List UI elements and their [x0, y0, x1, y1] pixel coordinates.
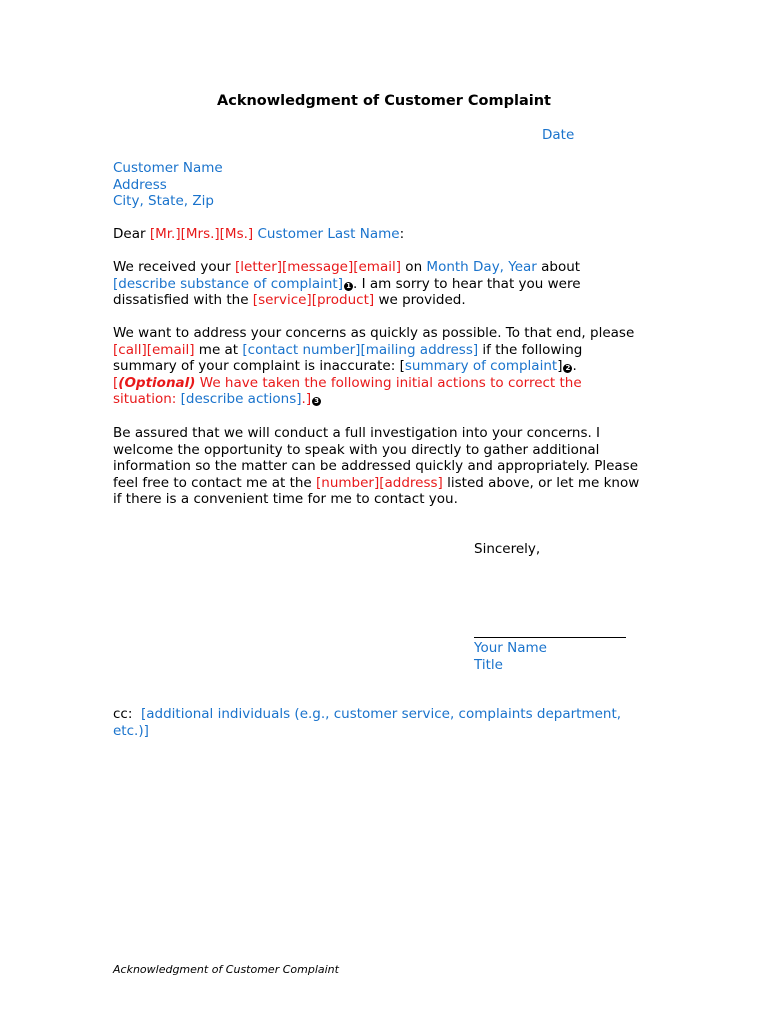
- text: dissatisfied with the: [113, 292, 253, 308]
- paragraph-2: [113, 325, 673, 408]
- optional-label: (Optional): [118, 374, 196, 391]
- text: [: [113, 374, 119, 391]
- placeholder: [service][product]: [252, 292, 375, 308]
- placeholder: [contact number]: [242, 341, 361, 358]
- signature-line: [474, 637, 626, 638]
- text: .: [572, 358, 577, 374]
- salutation-last-name: Customer Last Name: [257, 226, 400, 242]
- placeholder: [letter][message][email]: [235, 259, 402, 275]
- paragraph-line: [113, 358, 673, 375]
- paragraph-line: [113, 292, 673, 309]
- recipient-street: Address: [113, 176, 167, 193]
- cc-label: cc:: [113, 706, 141, 722]
- salutation-dear: Dear: [113, 226, 150, 242]
- paragraph-line: Be assured that we will conduct a full investigation into your concerns. I: [113, 425, 601, 441]
- placeholder: [describe substance of complaint]: [113, 275, 343, 292]
- paragraph-1: [113, 259, 673, 309]
- paragraph-line: [113, 375, 673, 392]
- text: situation:: [113, 391, 181, 407]
- text: We have taken the following initial actions to correct the: [195, 374, 582, 391]
- cc-line: etc.)]: [113, 722, 149, 739]
- note-marker-2: 2: [563, 364, 572, 373]
- text: summary of your complaint is inaccurate: [: [113, 358, 405, 374]
- cc-line: [113, 706, 621, 723]
- placeholder: [mailing address]: [360, 341, 479, 358]
- text: we provided.: [374, 292, 466, 308]
- paragraph-line: [113, 276, 673, 293]
- text: listed above, or let me know: [442, 474, 640, 491]
- note-marker-1: 1: [344, 282, 353, 291]
- salutation: [113, 226, 673, 243]
- note-marker-3: 3: [312, 397, 321, 406]
- placeholder: [describe actions]: [180, 391, 302, 407]
- placeholder: [number][address]: [316, 474, 443, 491]
- placeholder: [call][email]: [113, 341, 195, 358]
- signature-block: [474, 640, 547, 673]
- text: ]: [557, 358, 563, 374]
- text: We received your: [113, 259, 235, 275]
- closing: Sincerely,: [474, 541, 541, 557]
- placeholder: summary of complaint: [404, 358, 558, 374]
- signer-title: Title: [474, 656, 503, 673]
- document-title: Acknowledgment of Customer Complaint: [217, 93, 551, 109]
- recipient-name: Customer Name: [113, 160, 223, 176]
- text: if the following: [478, 341, 583, 358]
- signer-name: Your Name: [474, 640, 547, 656]
- paragraph-line: information so the matter can be addressed quickly and appropriately. Please: [113, 458, 639, 474]
- recipient-address-block: [113, 160, 223, 210]
- paragraph-line: if there is a convenient time for me to contact you.: [113, 491, 458, 507]
- text: . I am sorry to hear that you were: [353, 275, 581, 292]
- paragraph-line: We want to address your concerns as quickly as possible. To that end, please: [113, 325, 635, 341]
- text: about: [536, 259, 581, 275]
- text: .]: [301, 391, 312, 407]
- paragraph-line: welcome the opportunity to speak with you directly to gather additional: [113, 441, 600, 458]
- placeholder: [additional individuals (e.g., customer service, complaints department,: [140, 706, 622, 722]
- paragraph-line: [113, 475, 673, 492]
- recipient-city: City, State, Zip: [113, 193, 214, 209]
- paragraph-3: [113, 425, 673, 508]
- paragraph-line: [113, 391, 673, 408]
- text: me at: [194, 341, 243, 358]
- text: feel free to contact me at the: [113, 474, 317, 491]
- page-footer: Acknowledgment of Customer Complaint: [113, 963, 339, 976]
- paragraph-line: [113, 259, 673, 276]
- date-field: Date: [542, 127, 575, 143]
- paragraph-line: [113, 342, 673, 359]
- salutation-colon: :: [399, 226, 405, 242]
- cc-block: [113, 706, 621, 739]
- text: on: [401, 259, 427, 275]
- salutation-titles: [Mr.][Mrs.][Ms.]: [149, 226, 254, 242]
- placeholder: Month Day, Year: [426, 259, 537, 275]
